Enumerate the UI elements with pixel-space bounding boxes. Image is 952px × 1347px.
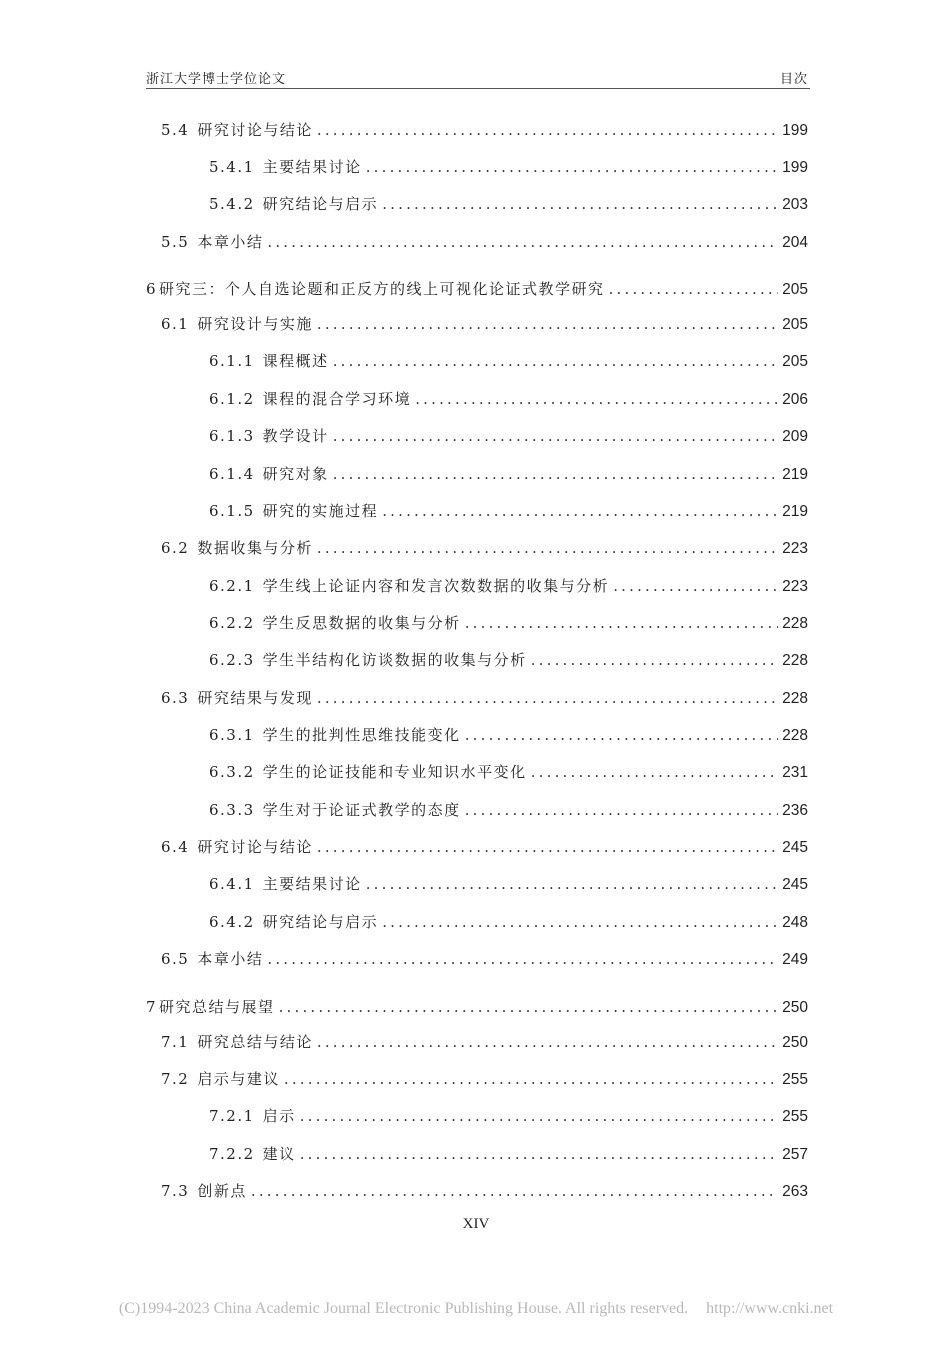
toc-entry-title: 教学设计	[262, 427, 329, 445]
toc-entry[interactable]	[146, 996, 808, 1017]
copyright-text: (C)1994-2023 China Academic Journal Electronic Publishing House. All rights reserved.	[118, 1300, 689, 1317]
toc-dot-leader	[300, 1145, 778, 1163]
toc-entry-page: 209	[782, 428, 808, 445]
toc-entry-number: 6	[146, 280, 158, 298]
toc-entry-title: 研究对象	[262, 465, 329, 483]
toc-entry-number: 7.2.2	[209, 1145, 255, 1163]
toc-dot-leader	[317, 1033, 778, 1051]
toc-dot-leader	[333, 427, 778, 445]
toc-entry-number: 6.1.1	[209, 352, 255, 370]
toc-entry-title: 研究的实施过程	[262, 502, 379, 520]
toc-entry-number: 6.2.3	[209, 651, 255, 669]
toc-entry-page: 248	[782, 914, 808, 931]
toc-dot-leader	[267, 950, 778, 968]
toc-entry-title: 学生线上论证内容和发言次数数据的收集与分析	[262, 577, 610, 595]
toc-entry-page: 199	[782, 159, 808, 176]
toc-entry-number: 6.1.4	[209, 465, 255, 483]
toc-entry-number: 6.3.1	[209, 726, 255, 744]
toc-entry-title: 主要结果讨论	[262, 875, 362, 893]
toc-entry-number: 6.3	[161, 689, 190, 707]
toc-entry-number: 6.4.1	[209, 875, 255, 893]
toc-entry-page: 223	[782, 540, 808, 557]
header-thesis-title: 浙江大学博士学位论文	[146, 72, 287, 87]
toc-entry-number: 6.3.3	[209, 801, 255, 819]
toc-entry-title: 数据收集与分析	[197, 539, 313, 557]
toc-entry[interactable]	[209, 193, 808, 214]
toc-entry[interactable]	[209, 500, 808, 521]
toc-entry-number: 6.1.3	[209, 427, 255, 445]
toc-entry-title: 研究三：个人自选论题和正反方的线上可视化论证式教学研究	[159, 280, 605, 298]
toc-entry[interactable]	[209, 350, 808, 371]
toc-entry[interactable]	[209, 612, 808, 633]
toc-dot-leader	[531, 763, 778, 781]
toc-entry-title: 启示与建议	[197, 1070, 280, 1088]
toc-entry-title: 创新点	[197, 1182, 247, 1200]
toc-dot-leader	[317, 121, 778, 139]
toc-dot-leader	[465, 726, 778, 744]
toc-entry-title: 研究总结与结论	[197, 1033, 313, 1051]
toc-entry-title: 研究总结与展望	[159, 998, 275, 1016]
toc-entry[interactable]	[209, 575, 808, 596]
toc-entry-page: 236	[782, 802, 808, 819]
toc-entry[interactable]	[161, 948, 808, 969]
toc-entry-page: 257	[782, 1146, 808, 1163]
toc-entry-page: 228	[782, 615, 808, 632]
toc-entry-page: 249	[782, 951, 808, 968]
toc-entry-page: 204	[782, 234, 808, 251]
toc-entry[interactable]	[209, 911, 808, 932]
toc-entry-page: 245	[782, 876, 808, 893]
toc-entry-page: 255	[782, 1071, 808, 1088]
toc-entry[interactable]	[161, 231, 808, 252]
toc-entry-number: 7	[146, 998, 158, 1016]
toc-entry-title: 主要结果讨论	[262, 158, 362, 176]
toc-entry[interactable]	[146, 278, 808, 299]
toc-entry[interactable]	[209, 761, 808, 782]
toc-entry-page: 223	[782, 578, 808, 595]
toc-entry[interactable]	[161, 1180, 808, 1201]
toc-dot-leader	[317, 838, 778, 856]
toc-dot-leader	[300, 1107, 778, 1125]
toc-entry[interactable]	[161, 537, 808, 558]
toc-entry-number: 5.5	[161, 233, 190, 251]
toc-entry-page: 263	[782, 1183, 808, 1200]
toc-entry[interactable]	[209, 388, 808, 409]
toc-entry-title: 学生反思数据的收集与分析	[262, 614, 461, 632]
toc-entry[interactable]	[209, 425, 808, 446]
toc-dot-leader	[251, 1182, 778, 1200]
toc-entry[interactable]	[161, 1031, 808, 1052]
toc-entry-number: 5.4.1	[209, 158, 255, 176]
toc-dot-leader	[382, 502, 778, 520]
toc-entry-page: 250	[782, 1034, 808, 1051]
copyright-watermark	[0, 1300, 952, 1318]
copyright-url: http://www.cnki.net	[706, 1300, 834, 1317]
toc-entry-number: 7.1	[161, 1033, 190, 1051]
toc-entry-title: 本章小结	[197, 233, 264, 251]
toc-entry-number: 6.4	[161, 838, 190, 856]
toc-entry-number: 5.4.2	[209, 195, 255, 213]
toc-entry-page: 228	[782, 690, 808, 707]
toc-entry-number: 6.5	[161, 950, 190, 968]
toc-entry[interactable]	[161, 836, 808, 857]
toc-dot-leader	[382, 195, 778, 213]
toc-entry-number: 6.3.2	[209, 763, 255, 781]
toc-entry-page: 219	[782, 503, 808, 520]
toc-entry-page: 231	[782, 764, 808, 781]
toc-entry[interactable]	[161, 1068, 808, 1089]
toc-entry-page: 255	[782, 1108, 808, 1125]
header-section-title: 目次	[779, 72, 808, 87]
toc-dot-leader	[333, 352, 778, 370]
toc-dot-leader	[609, 280, 779, 298]
toc-entry-number: 6.1.2	[209, 390, 255, 408]
toc-dot-leader	[333, 465, 778, 483]
toc-entry-page: 205	[782, 316, 808, 333]
toc-entry[interactable]	[209, 649, 808, 670]
toc-dot-leader	[613, 577, 778, 595]
toc-entry-page: 245	[782, 839, 808, 856]
toc-entry-number: 6.1.5	[209, 502, 255, 520]
toc-entry-title: 研究讨论与结论	[197, 838, 313, 856]
toc-entry-page: 203	[782, 196, 808, 213]
toc-entry-title: 学生对于论证式教学的态度	[262, 801, 461, 819]
toc-entry-title: 研究结果与发现	[197, 689, 313, 707]
toc-entry-title: 研究结论与启示	[262, 195, 379, 213]
toc-entry-number: 7.3	[161, 1182, 190, 1200]
toc-dot-leader	[284, 1070, 778, 1088]
toc-entry-number: 7.2	[161, 1070, 190, 1088]
toc-entry-number: 6.2.1	[209, 577, 255, 595]
toc-entry-number: 6.1	[161, 315, 190, 333]
toc-entry[interactable]	[209, 873, 808, 894]
toc-dot-leader	[415, 390, 778, 408]
toc-entry-page: 205	[782, 353, 808, 370]
toc-entry[interactable]	[209, 156, 808, 177]
toc-entry-title: 学生的批判性思维技能变化	[262, 726, 461, 744]
toc-entry-number: 6.4.2	[209, 913, 255, 931]
toc-entry[interactable]	[161, 313, 808, 334]
toc-entry-page: 219	[782, 466, 808, 483]
toc-entry-number: 7.2.1	[209, 1107, 255, 1125]
toc-entry[interactable]	[209, 799, 808, 820]
toc-entry[interactable]	[209, 463, 808, 484]
toc-entry-title: 建议	[262, 1145, 296, 1163]
toc-dot-leader	[267, 233, 778, 251]
toc-dot-leader	[317, 689, 778, 707]
toc-entry-page: 228	[782, 727, 808, 744]
toc-entry[interactable]	[209, 1143, 808, 1164]
toc-dot-leader	[465, 801, 778, 819]
toc-entry-title: 学生半结构化访谈数据的收集与分析	[262, 651, 527, 669]
toc-entry-title: 启示	[262, 1107, 296, 1125]
toc-dot-leader	[366, 158, 778, 176]
toc-dot-leader	[465, 614, 778, 632]
toc-entry-page: 199	[782, 122, 808, 139]
toc-entry-page: 250	[782, 999, 808, 1016]
toc-dot-leader	[279, 998, 779, 1016]
toc-dot-leader	[317, 539, 778, 557]
toc-entry-title: 研究结论与启示	[262, 913, 379, 931]
toc-entry[interactable]	[161, 119, 808, 140]
toc-entry-title: 本章小结	[197, 950, 264, 968]
toc-entry-title: 课程概述	[262, 352, 329, 370]
page-number: XIV	[462, 1216, 490, 1232]
toc-dot-leader	[382, 913, 778, 931]
toc-entry-title: 研究设计与实施	[197, 315, 313, 333]
toc-entry-title: 课程的混合学习环境	[262, 390, 412, 408]
toc-entry-number: 6.2.2	[209, 614, 255, 632]
toc-entry[interactable]	[161, 687, 808, 708]
toc-entry[interactable]	[209, 1105, 808, 1126]
toc-entry-title: 学生的论证技能和专业知识水平变化	[262, 763, 527, 781]
toc-entry-title: 研究讨论与结论	[197, 121, 313, 139]
toc-entry-page: 205	[782, 281, 808, 298]
toc-entry[interactable]	[209, 724, 808, 745]
toc-dot-leader	[366, 875, 778, 893]
toc-dot-leader	[531, 651, 778, 669]
toc-dot-leader	[317, 315, 778, 333]
toc-entry-page: 228	[782, 652, 808, 669]
toc-entry-page: 206	[782, 391, 808, 408]
toc-entry-number: 6.2	[161, 539, 190, 557]
toc-entry-number: 5.4	[161, 121, 190, 139]
